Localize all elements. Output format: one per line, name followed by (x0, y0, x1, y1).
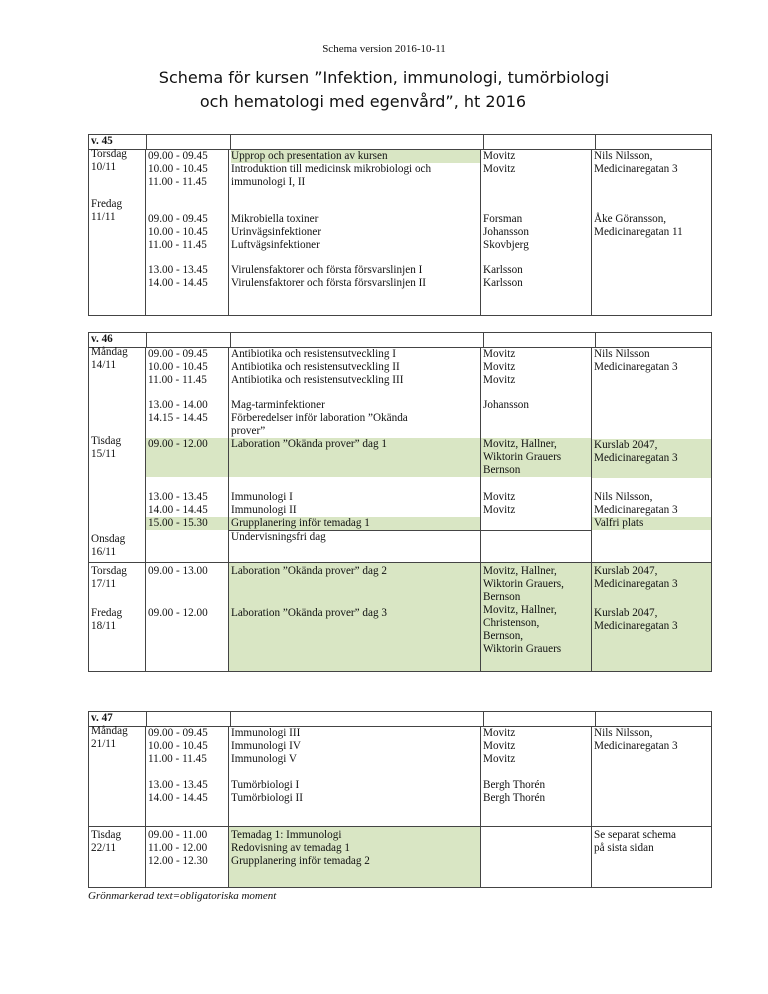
activity-mandatory: Redovisning av temadag 1 (231, 842, 350, 854)
location: Medicinaregatan 3 (594, 163, 678, 175)
day-name: Torsdag (91, 565, 127, 577)
week-47-block-1 (89, 712, 711, 826)
time-slot: 09.00 - 09.45 (148, 150, 208, 162)
teacher: Johansson (483, 226, 529, 238)
teacher: Movitz (483, 727, 516, 739)
day-column (89, 333, 146, 478)
activity-mandatory: Laboration ”Okända prover” dag 2 (231, 565, 387, 577)
day-date: 11/11 (91, 211, 116, 223)
day-name: Tisdag (91, 829, 122, 841)
activity-column (229, 727, 481, 826)
week-header-row (89, 712, 711, 727)
day-date: 14/11 (91, 359, 117, 371)
activity-column (229, 478, 481, 562)
time-slot: 11.00 - 11.45 (148, 239, 207, 251)
teacher: Movitz (483, 504, 516, 516)
day-name: Fredag (91, 607, 123, 619)
week-46-block-1 (89, 333, 711, 478)
week-label: v. 46 (91, 333, 113, 345)
location: Se separat schema (594, 829, 677, 841)
activity-column (229, 827, 481, 887)
location: Kurslab 2047, (594, 565, 658, 577)
location: Medicinaregatan 3 (594, 620, 678, 632)
location: Nils Nilsson, (594, 727, 653, 739)
location: Nils Nilsson (594, 348, 650, 360)
time-slot-mandatory: 15.00 - 15.30 (146, 517, 228, 530)
time-slot (148, 438, 228, 477)
time-slot: 11.00 - 11.45 (148, 753, 207, 765)
activity: prover” (231, 425, 266, 437)
activity: Antibiotika och resistensutveckling III (231, 374, 404, 386)
teacher: Movitz (483, 348, 516, 360)
teacher: Movitz (483, 740, 516, 752)
teacher: Movitz, Hallner, (483, 438, 557, 450)
activity-column (229, 150, 481, 315)
legend-note: Grönmarkerad text=obligatoriska moment (88, 890, 277, 902)
day-column (89, 478, 146, 562)
teacher: Movitz, Hallner, (483, 565, 557, 577)
activity: Luftvägsinfektioner (231, 239, 320, 251)
day-column (89, 712, 146, 826)
time-slot: 09.00 - 11.00 (148, 829, 208, 841)
time-column (146, 827, 229, 887)
activity: Förberedelser inför laboration ”Okända (231, 412, 408, 424)
location: på sista sidan (594, 842, 654, 854)
time-slot: 09.00 - 12.00 (148, 607, 208, 619)
activity-mandatory: Laboration ”Okända prover” dag 1 (229, 438, 480, 477)
location: Medicinaregatan 3 (594, 452, 678, 464)
day-date: 10/11 (91, 161, 117, 173)
teacher-column (481, 150, 592, 315)
teacher: Wiktorin Grauers, (483, 578, 564, 590)
day-date: 18/11 (91, 620, 117, 632)
location-column (592, 150, 711, 315)
teacher: Wiktorin Grauers (483, 643, 562, 655)
teacher: Movitz (483, 163, 516, 175)
version-line: Schema version 2016-10-11 (322, 43, 446, 55)
time-column (146, 150, 229, 315)
teacher-column (481, 827, 592, 887)
time-slot: 13.00 - 13.45 (148, 779, 208, 791)
title-line-1: Schema för kursen ”Infektion, immunologi, tumörbiologi (158, 68, 610, 87)
teacher: Bergh Thorén (483, 792, 546, 804)
day-column (89, 135, 146, 315)
day-date: 21/11 (91, 738, 117, 750)
location: Nils Nilsson, (594, 150, 653, 162)
activity-mandatory: Temadag 1: Immunologi (231, 829, 342, 841)
activity: Mag-tarminfektioner (231, 399, 325, 411)
activity: Introduktion till medicinsk mikrobiologi och (231, 163, 432, 175)
week-header-row (89, 333, 711, 348)
time-slot: 14.00 - 14.45 (148, 504, 208, 516)
day-date: 15/11 (91, 448, 117, 460)
week-46-table (88, 332, 712, 672)
time-slot: 11.00 - 12.00 (148, 842, 208, 854)
activity-column (229, 563, 481, 671)
time-slot: 10.00 - 10.45 (148, 361, 208, 373)
day-date: 17/11 (91, 578, 117, 590)
week-label: v. 45 (91, 135, 113, 147)
week-47-table (88, 711, 712, 888)
teacher-column (481, 478, 592, 562)
activity: Tumörbiologi II (231, 792, 304, 804)
location: Medicinaregatan 3 (594, 740, 678, 752)
time-slot: 09.00 - 09.45 (148, 213, 208, 225)
teacher-column (481, 348, 592, 478)
teacher: Movitz (483, 491, 516, 503)
time-slot-mandatory: 09.00 - 12.00 (146, 438, 228, 477)
day-name: Tisdag (91, 435, 122, 447)
week-45-table (88, 134, 712, 316)
location-column (592, 563, 711, 671)
time-slot: 09.00 - 13.00 (148, 565, 208, 577)
day-name: Fredag (91, 198, 123, 210)
teacher-column (481, 563, 592, 671)
location: Åke Göransson, (594, 213, 667, 225)
teacher: Johansson (483, 399, 529, 411)
time-slot: 14.15 - 14.45 (148, 412, 208, 424)
week-45-body (89, 135, 711, 315)
teacher-column (481, 727, 592, 826)
week-label: v. 47 (91, 712, 113, 724)
teacher: Movitz, Hallner, (483, 604, 557, 616)
teacher-empty (481, 530, 591, 531)
time-slot: 13.00 - 14.00 (148, 399, 208, 411)
location: Medicinaregatan 11 (594, 226, 683, 238)
time-column (146, 348, 229, 478)
location: Kurslab 2047, (594, 607, 658, 619)
teacher: Karlsson (483, 277, 523, 289)
activity-mandatory: Grupplanering inför temadag 2 (231, 855, 370, 867)
activity: Undervisningsfri dag (229, 530, 480, 544)
teacher: Movitz (483, 361, 516, 373)
day-name: Onsdag (91, 533, 126, 545)
day-column (89, 827, 146, 887)
activity: immunologi I, II (231, 176, 306, 188)
teacher: Bernson (483, 591, 521, 603)
activity: Virulensfaktorer och första försvarslinjen I (231, 264, 423, 276)
time-column (146, 563, 229, 671)
location-column (592, 348, 711, 478)
time-slot: 13.00 - 13.45 (148, 491, 208, 503)
activity-column (229, 348, 481, 478)
activity: Urinvägsinfektioner (231, 226, 322, 238)
day-column (89, 563, 146, 671)
location-column (592, 727, 711, 826)
teacher: Movitz (483, 374, 516, 386)
time-slot: 09.00 - 09.45 (148, 727, 208, 739)
day-name: Torsdag (91, 148, 127, 160)
teacher: Skovbjerg (483, 239, 529, 251)
location-column (592, 827, 711, 887)
location: Medicinaregatan 3 (594, 504, 678, 516)
activity: Antibiotika och resistensutveckling I (231, 348, 396, 360)
time-column (146, 727, 229, 826)
title-line-2: och hematologi med egenvård”, ht 2016 (199, 92, 527, 111)
time-slot: 10.00 - 10.45 (148, 740, 208, 752)
teacher: Bergh Thorén (483, 779, 546, 791)
location-column (592, 478, 711, 562)
activity: Immunologi I (231, 491, 293, 503)
activity-mandatory: Grupplanering inför temadag 1 (229, 517, 480, 530)
day-name: Måndag (91, 346, 128, 358)
location-mandatory: Valfri plats (592, 517, 711, 530)
week-header-row (89, 135, 711, 150)
day-date: 22/11 (91, 842, 117, 854)
location: Medicinaregatan 3 (594, 361, 678, 373)
time-slot: 11.00 - 11.45 (148, 374, 207, 386)
time-slot: 09.00 - 09.45 (148, 348, 208, 360)
teacher: Bernson (483, 464, 521, 476)
time-slot: 10.00 - 10.45 (148, 163, 208, 175)
time-slot: 14.00 - 14.45 (148, 792, 208, 804)
page-title (0, 66, 768, 114)
activity: Tumörbiologi I (231, 779, 300, 791)
teacher-cell-mandatory (481, 438, 591, 477)
activity: Immunologi II (231, 504, 297, 516)
day-date: 16/11 (91, 546, 117, 558)
teacher: Wiktorin Grauers (483, 451, 562, 463)
activity: Immunologi IV (231, 740, 301, 752)
teacher: Christenson, (483, 617, 540, 629)
week-46-block-3 (89, 562, 711, 671)
time-slot: 10.00 - 10.45 (148, 226, 208, 238)
week-46-block-2 (89, 478, 711, 562)
time-slot: 14.00 - 14.45 (148, 277, 208, 289)
location: Medicinaregatan 3 (594, 578, 678, 590)
teacher: Karlsson (483, 264, 523, 276)
activity-mandatory: Upprop och presentation av kursen (231, 150, 480, 163)
teacher: Forsman (483, 213, 523, 225)
day-name: Måndag (91, 725, 128, 737)
location: Kurslab 2047, (594, 439, 658, 451)
time-slot: 13.00 - 13.45 (148, 264, 208, 276)
activity: Mikrobiella toxiner (231, 213, 319, 225)
time-slot: 11.00 - 11.45 (148, 176, 207, 188)
activity: Virulensfaktorer och första försvarslinjen II (231, 277, 427, 289)
teacher: Movitz (483, 150, 516, 162)
teacher: Bernson, (483, 630, 524, 642)
location-cell-mandatory (592, 439, 711, 478)
activity: Immunologi III (231, 727, 301, 739)
time-column (146, 478, 229, 562)
week-47-block-2 (89, 826, 711, 887)
activity: Antibiotika och resistensutveckling II (231, 361, 400, 373)
time-slot: 12.00 - 12.30 (148, 855, 208, 867)
activity-mandatory: Laboration ”Okända prover” dag 3 (231, 607, 387, 619)
location: Nils Nilsson, (594, 491, 653, 503)
activity: Immunologi V (231, 753, 297, 765)
teacher: Movitz (483, 753, 516, 765)
